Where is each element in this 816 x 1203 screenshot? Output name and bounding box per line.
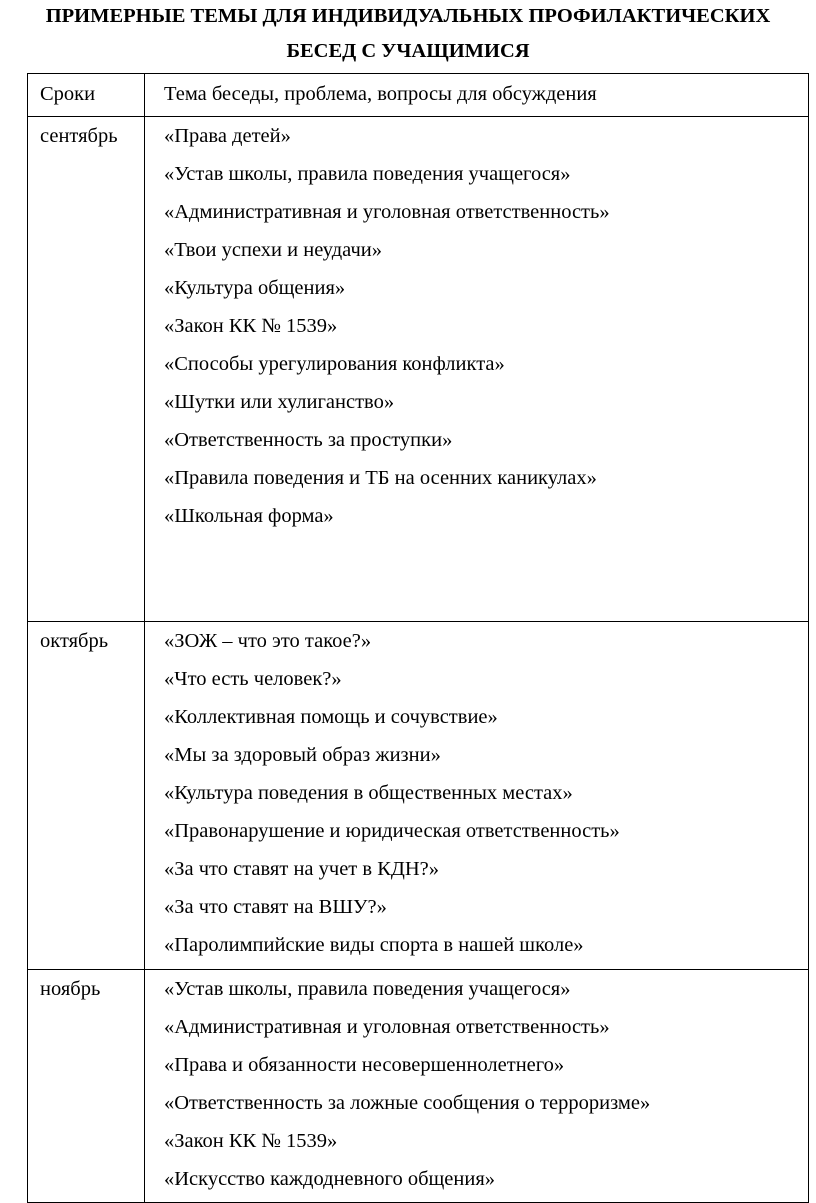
topics-cell xyxy=(145,622,809,970)
topic-item: «За что ставят на ВШУ?» xyxy=(164,896,387,918)
table-row-october xyxy=(28,622,809,970)
topic-item: «Искусство каждодневного общения» xyxy=(164,1168,496,1190)
header-topic-cell xyxy=(145,74,809,117)
topic-item: «Паролимпийские виды спорта в нашей школе» xyxy=(164,934,584,956)
topic-item: «Школьная форма» xyxy=(164,505,334,527)
table-row-september xyxy=(28,117,809,622)
term-label: октябрь xyxy=(40,630,109,652)
topic-item: «Коллективная помощь и сочувствие» xyxy=(164,706,498,728)
table-row-november xyxy=(28,970,809,1203)
term-label: сентябрь xyxy=(40,125,118,147)
topic-item: «Способы урегулирования конфликта» xyxy=(164,353,505,375)
term-cell xyxy=(28,117,145,622)
topic-item: «Устав школы, правила поведения учащегося» xyxy=(164,978,571,1000)
page-title-line-2: БЕСЕД С УЧАЩИМИСЯ xyxy=(286,40,530,62)
topics-cell xyxy=(145,117,809,622)
table-header-row xyxy=(28,74,809,117)
topic-item: «Культура общения» xyxy=(164,277,346,299)
topic-item: «Права и обязанности несовершеннолетнего» xyxy=(164,1054,565,1076)
topic-item: «Закон КК № 1539» xyxy=(164,315,338,337)
topic-item: «Устав школы, правила поведения учащегося» xyxy=(164,163,571,185)
topic-item: «Ответственность за ложные сообщения о терроризме» xyxy=(164,1092,651,1114)
topic-item: «Твои успехи и неудачи» xyxy=(164,239,382,261)
topics-cell xyxy=(145,970,809,1203)
topic-item: «Закон КК № 1539» xyxy=(164,1130,338,1152)
header-term-cell xyxy=(28,74,145,117)
header-term: Сроки xyxy=(40,83,96,105)
topic-item: «Мы за здоровый образ жизни» xyxy=(164,744,441,766)
topics-table xyxy=(27,73,809,1203)
topic-item: «Правонарушение и юридическая ответственность» xyxy=(164,820,620,842)
topic-item: «Правила поведения и ТБ на осенних каникулах» xyxy=(164,467,597,489)
topic-item: «Шутки или хулиганство» xyxy=(164,391,395,413)
topic-item: «Культура поведения в общественных местах» xyxy=(164,782,573,804)
topic-item: «ЗОЖ – что это такое?» xyxy=(164,630,372,652)
topic-item: «Ответственность за проступки» xyxy=(164,429,453,451)
topic-item: «Что есть человек?» xyxy=(164,668,342,690)
header-topic: Тема беседы, проблема, вопросы для обсуждения xyxy=(164,83,597,105)
topic-item: «За что ставят на учет в КДН?» xyxy=(164,858,439,880)
term-label: ноябрь xyxy=(40,978,101,1000)
page-title-line-1: ПРИМЕРНЫЕ ТЕМЫ ДЛЯ ИНДИВИДУАЛЬНЫХ ПРОФИЛАКТИЧЕСКИХ xyxy=(45,5,771,27)
term-cell xyxy=(28,970,145,1203)
topic-item: «Административная и уголовная ответственность» xyxy=(164,1016,610,1038)
topic-item: «Права детей» xyxy=(164,125,291,147)
term-cell xyxy=(28,622,145,970)
topic-item: «Административная и уголовная ответственность» xyxy=(164,201,610,223)
